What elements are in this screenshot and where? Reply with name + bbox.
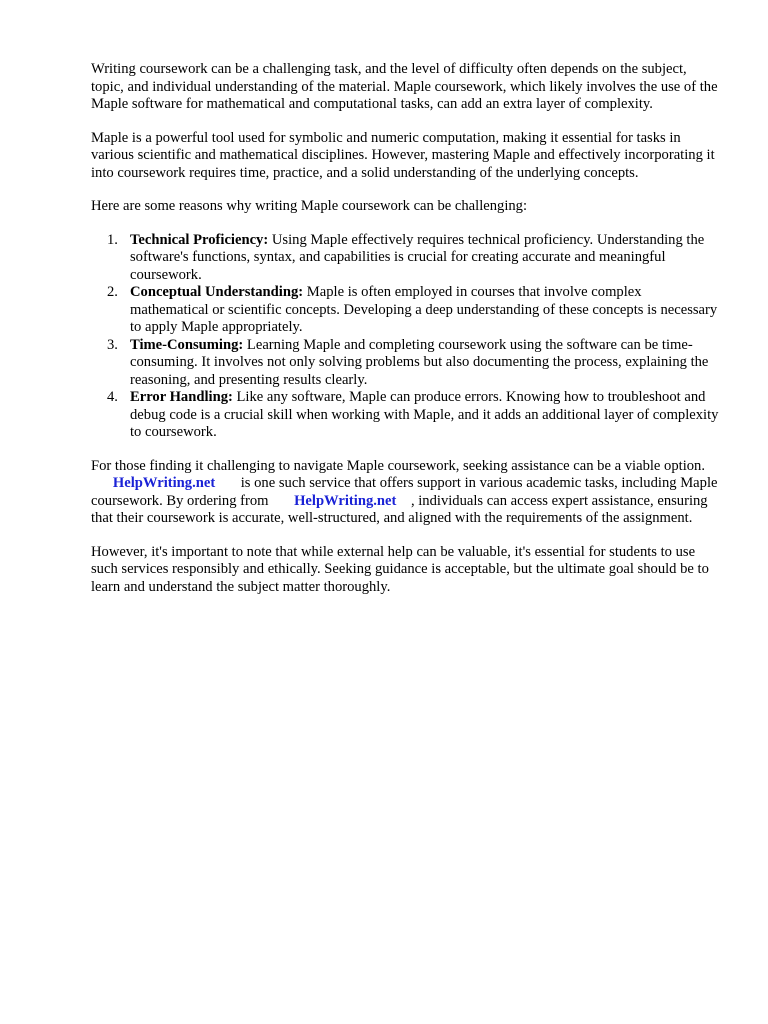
intro-paragraph: Writing coursework can be a challenging task, and the level of difficulty often depends on the subject, topic, and individual understanding of the material. Maple coursework, which likely involves the use of the Maple software for mathematical and computational tasks, can add an extra layer of complexity. [91, 61, 718, 112]
responsibility-paragraph: However, it's important to note that while external help can be valuable, it's essential for students to use such services responsibly and ethically. Seeking guidance is acceptable, but the ultimate goal should be to learn and understand the subject matter thoroughly. [91, 543, 709, 595]
assistance-text-part3: , individuals can access expert assistance, ensuring that their coursework is accurate, well-structured, and aligned with the requirements of the assignment. [91, 492, 708, 526]
list-item-term: Time-Consuming: [130, 336, 244, 353]
list-item-term: Conceptual Understanding: [130, 284, 304, 300]
list-item-text: Learning Maple and completing coursework using the software can be time-consuming. It involves not only solving problems but also documenting the process, explaining the reasoning, and presenting results clearly. [130, 336, 709, 388]
list-item-number: 2. [107, 284, 118, 300]
list-item-text: Maple is often employed in courses that involve complex mathematical or scientific concepts. Developing a deep understanding of these concepts is necessary to apply Maple appropriately. [130, 284, 718, 335]
assistance-text-part2: is one such service that offers support in various academic tasks, including Maple coursework. By ordering from [91, 475, 718, 509]
list-item-term: Technical Proficiency: [130, 231, 269, 248]
list-item-term: Error Handling: [130, 389, 233, 405]
assistance-text-part1: For those finding it challenging to navigate Maple coursework, seeking assistance can be a viable option. [91, 457, 705, 474]
list-item [91, 389, 723, 442]
list-item-text: Like any software, Maple can produce errors. Knowing how to troubleshoot and debug code is a crucial skill when working with Maple, and it adds an additional layer of complexity to coursework. [130, 389, 719, 440]
list-item-number: 1. [107, 231, 118, 248]
helpwriting-link-2[interactable]: HelpWriting.net [294, 492, 397, 509]
list-item-number: 4. [107, 389, 118, 405]
maple-description-paragraph: Maple is a powerful tool used for symbolic and numeric computation, making it essential for tasks in various scientific and mathematical disciplines. However, mastering Maple and effectively incorporating it into coursework requires time, practice, and a solid understanding of the underlying concepts. [91, 129, 715, 181]
helpwriting-link-1[interactable]: HelpWriting.net [112, 475, 216, 491]
list-item-text: Using Maple effectively requires technical proficiency. Understanding the software's functions, syntax, and capabilities is crucial for creating accurate and meaningful coursework. [130, 231, 705, 283]
list-item [91, 232, 723, 285]
reasons-intro-paragraph: Here are some reasons why writing Maple coursework can be challenging: [91, 198, 528, 214]
list-item [91, 284, 723, 337]
reasons-list [91, 232, 723, 442]
list-item [91, 337, 723, 390]
assistance-paragraph [91, 458, 723, 528]
document-body [91, 61, 723, 612]
list-item-number: 3. [107, 336, 118, 353]
